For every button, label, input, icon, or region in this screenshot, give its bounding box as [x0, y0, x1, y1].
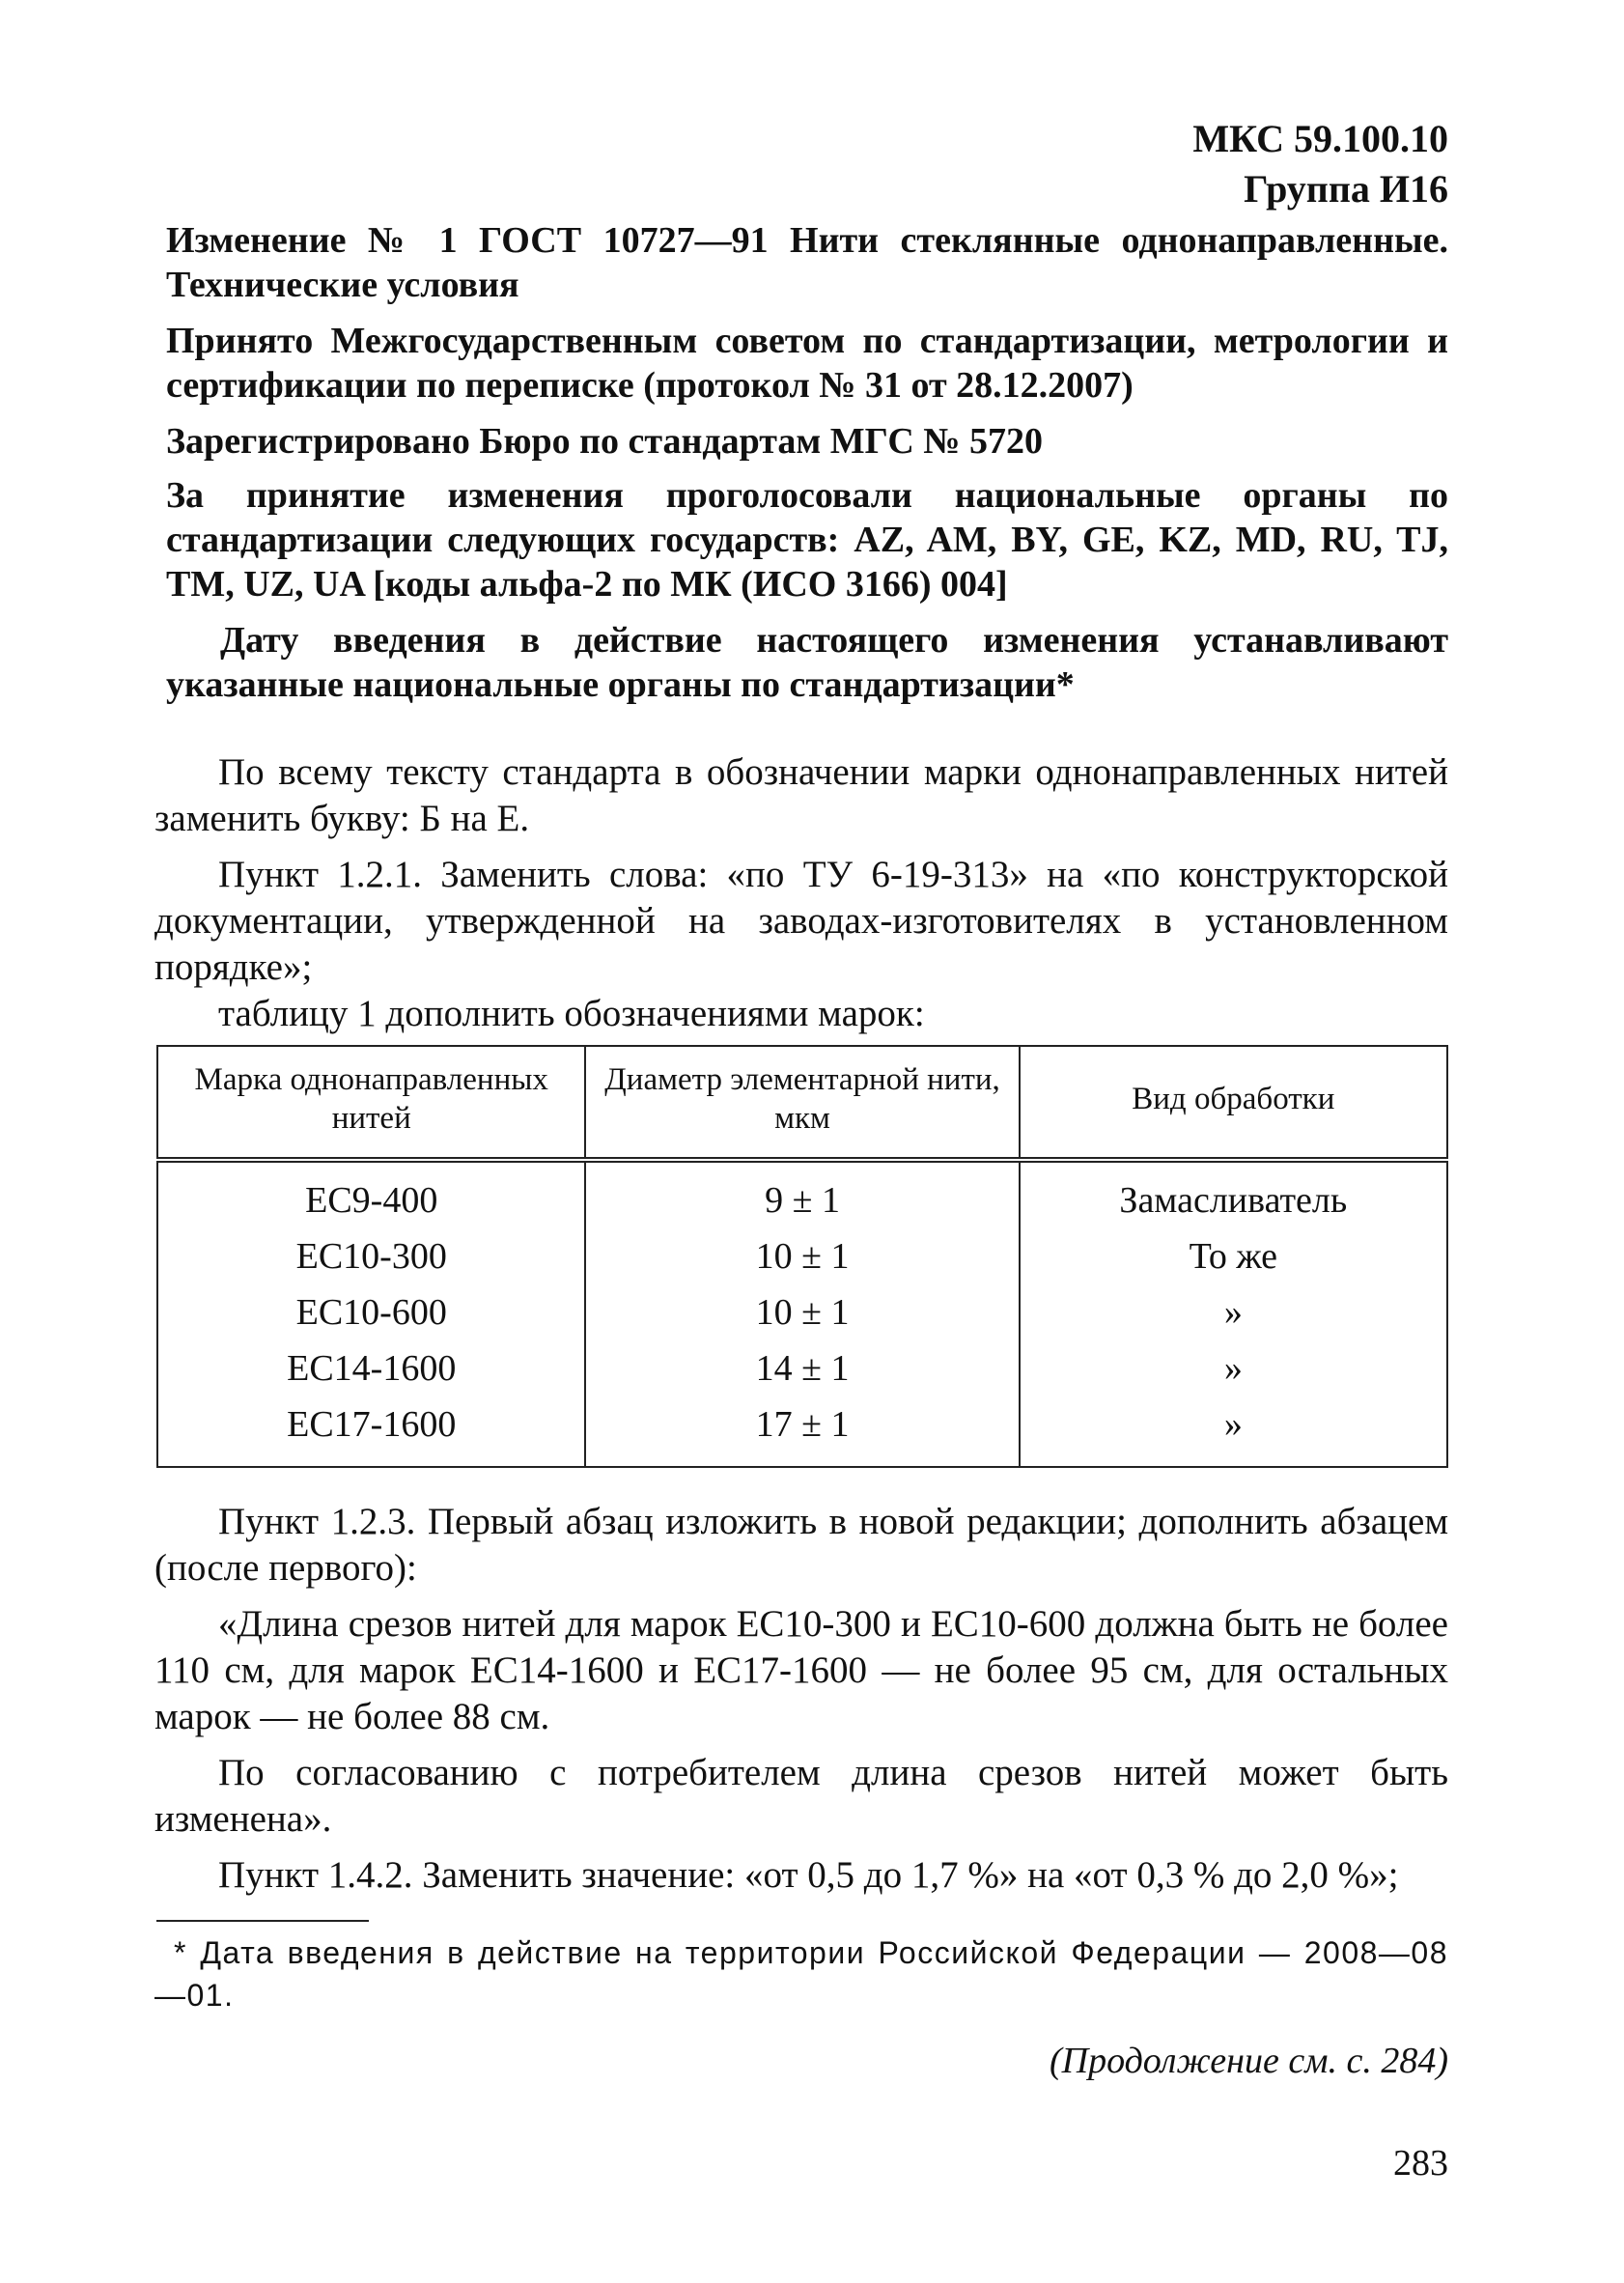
cell-treatment: » — [1020, 1284, 1447, 1340]
body-text — [154, 749, 1448, 1037]
table-row — [157, 1396, 1447, 1467]
footnote-text: * Дата введения в действие на территории Российской Федерации — 2008—08—01. — [154, 1935, 1448, 2013]
after-paragraph-1: Пункт 1.2.3. Первый абзац изложить в новой редакции; дополнить абзацем (после первого): — [154, 1501, 1448, 1589]
after-paragraph-4: Пункт 1.4.2. Заменить значение: «от 0,5 до 1,7 %» на «от 0,3 % до 2,0 %»; — [218, 1854, 1399, 1896]
continuation-note: (Продолжение см. с. 284) — [1049, 2041, 1448, 2081]
group-code: Группа И16 — [1244, 167, 1448, 211]
header-treatment: Вид обработки — [1020, 1046, 1447, 1160]
page-number: 283 — [1393, 2143, 1448, 2184]
footnote-divider — [156, 1920, 369, 1922]
cell-grade: ЕС9-400 — [157, 1160, 585, 1228]
table-header-row — [157, 1046, 1447, 1160]
body-paragraph-2: Пункт 1.2.1. Заменить слова: «по ТУ 6-19-313» на «по конструкторской документации, утвержденной на заводах-изготовителях в установленном порядке»; — [154, 854, 1448, 988]
table-row — [157, 1340, 1447, 1396]
header-diameter: Диаметр элементарной нити, мкм — [585, 1046, 1019, 1160]
table-row — [157, 1160, 1447, 1228]
voted-note: За принятие изменения проголосовали национальные органы по стандартизации следующих государств: AZ, AM, BY, GE, KZ, MD, RU, TJ, TM, UZ, UA [коды альфа-2 по МК (ИСО 3166) 004] — [166, 475, 1448, 605]
cell-grade: ЕС17-1600 — [157, 1396, 585, 1467]
cell-treatment: То же — [1020, 1228, 1447, 1284]
cell-diameter: 17 ± 1 — [585, 1396, 1019, 1467]
cell-grade: ЕС10-300 — [157, 1228, 585, 1284]
cell-treatment: » — [1020, 1396, 1447, 1467]
effective-date-note: Дату введения в действие настоящего изменения устанавливают указанные национальные органы по стандартизации* — [166, 620, 1448, 705]
adopted-note: Принято Межгосударственным советом по стандартизации, метрологии и сертификации по переписке (протокол № 31 от 28.12.2007) — [166, 321, 1448, 406]
document-header — [1192, 114, 1448, 214]
cell-treatment: » — [1020, 1340, 1447, 1396]
grades-table — [156, 1045, 1448, 1468]
after-paragraph-3: По согласованию с потребителем длина срезов нитей может быть изменена». — [154, 1752, 1448, 1840]
cell-diameter: 10 ± 1 — [585, 1284, 1019, 1340]
body-paragraph-1: По всему тексту стандарта в обозначении марки однонаправленных нитей заменить букву: Б на Е. — [154, 751, 1448, 839]
footnote — [154, 1931, 1448, 2016]
change-title: Изменение № 1 ГОСТ 10727—91 Нити стеклянные однонаправленные. Технические условия — [166, 220, 1448, 305]
registered-note: Зарегистрировано Бюро по стандартам МГС № 5720 — [166, 421, 1043, 462]
after-table-text — [154, 1499, 1448, 1899]
table-row — [157, 1228, 1447, 1284]
cell-diameter: 9 ± 1 — [585, 1160, 1019, 1228]
body-paragraph-3: таблицу 1 дополнить обозначениями марок: — [218, 993, 925, 1034]
table-row — [157, 1284, 1447, 1340]
cell-diameter: 14 ± 1 — [585, 1340, 1019, 1396]
cell-grade: ЕС14-1600 — [157, 1340, 585, 1396]
cell-grade: ЕС10-600 — [157, 1284, 585, 1340]
cell-treatment: Замасливатель — [1020, 1160, 1447, 1228]
mks-code: МКС 59.100.10 — [1192, 117, 1448, 160]
cell-diameter: 10 ± 1 — [585, 1228, 1019, 1284]
header-grade: Марка однонаправленных нитей — [157, 1046, 585, 1160]
after-paragraph-2: «Длина срезов нитей для марок ЕС10-300 и ЕС10-600 должна быть не более 110 см, для марок ЕС14-1600 и ЕС17-1600 — не более 95 см, для остальных марок — не более 88 см. — [154, 1603, 1448, 1737]
